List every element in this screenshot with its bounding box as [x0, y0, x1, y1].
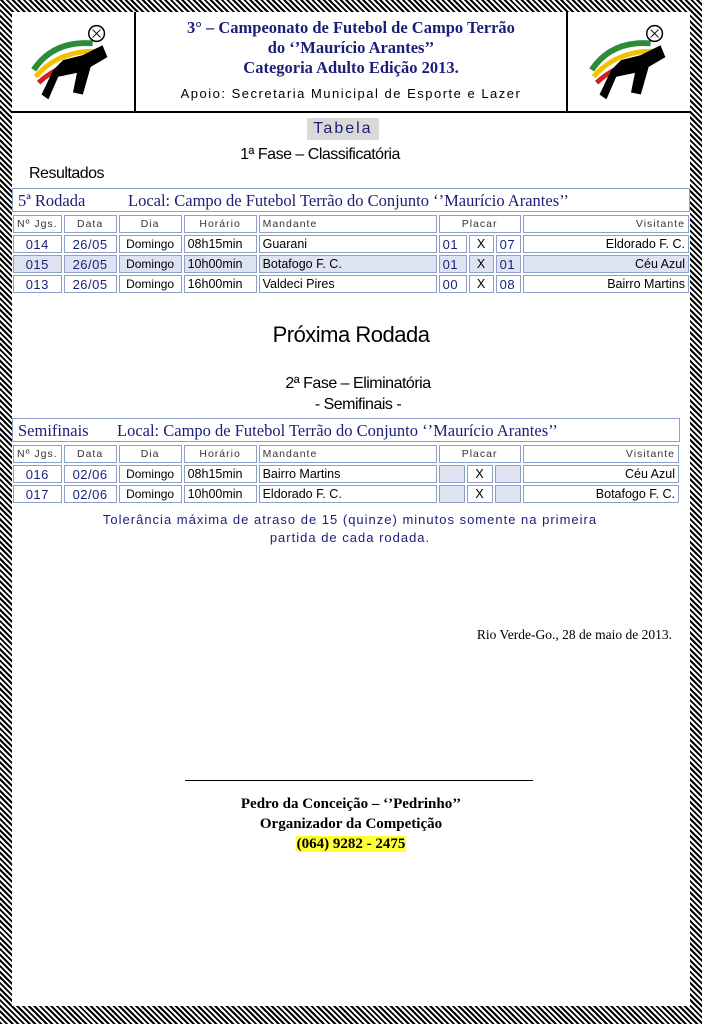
game-time: 08h15min — [184, 235, 257, 253]
game-day: Domingo — [119, 485, 182, 503]
score-separator: X — [469, 255, 494, 273]
game-day: Domingo — [119, 275, 182, 293]
table-row — [13, 255, 689, 273]
game-time: 08h15min — [184, 465, 257, 483]
next-games-header-row — [13, 445, 679, 463]
col-mandante: Mandante — [259, 445, 437, 463]
col-dia: Dia — [119, 445, 182, 463]
away-team: Bairro Martins — [523, 275, 689, 293]
game-date: 02/06 — [64, 485, 117, 503]
away-score — [495, 485, 521, 503]
game-number: 013 — [13, 275, 62, 293]
tolerance-line-1: Tolerância máxima de atraso de 15 (quinze) minutos somente na primeira — [102, 512, 598, 527]
home-team: Guarani — [259, 235, 437, 253]
home-score: 01 — [439, 255, 467, 273]
home-score — [439, 485, 465, 503]
col-data: Data — [64, 445, 117, 463]
semifinals-location: Local: Campo de Futebol Terrão do Conjunto ‘’Maurício Arantes’’ — [117, 421, 558, 440]
signature-phone-wrap — [0, 836, 702, 853]
away-score: 01 — [496, 255, 521, 273]
place-and-date: Rio Verde-Go., 28 de maio de 2013. — [476, 627, 672, 642]
next-round-title: Próxima Rodada — [272, 322, 430, 347]
home-score — [439, 465, 465, 483]
tolerance-line-2: partida de cada rodada. — [269, 530, 431, 545]
col-visitante: Visitante — [523, 215, 689, 233]
game-date: 26/05 — [64, 235, 117, 253]
home-score: 01 — [439, 235, 467, 253]
title-line-2: do ‘’Maurício Arantes’’ — [267, 38, 435, 57]
game-date: 26/05 — [64, 255, 117, 273]
score-separator: X — [467, 485, 493, 503]
soccer-player-logo-icon — [14, 15, 132, 110]
home-team: Eldorado F. C. — [259, 485, 437, 503]
results-table — [11, 213, 691, 295]
col-jogo: Nº Jgs. — [13, 445, 62, 463]
away-team: Botafogo F. C. — [523, 485, 679, 503]
tolerance-note — [30, 511, 670, 547]
round-location: Local: Campo de Futebol Terrão do Conjunto ‘’Maurício Arantes’’ — [128, 191, 569, 210]
table-row — [13, 275, 689, 293]
away-team: Céu Azul — [523, 465, 679, 483]
game-date: 02/06 — [64, 465, 117, 483]
header-right-separator — [566, 12, 568, 112]
signature-name: Pedro da Conceição – ‘’Pedrinho’’ — [240, 796, 462, 812]
away-score: 08 — [496, 275, 521, 293]
game-day: Domingo — [119, 235, 182, 253]
title-line-3: Categoria Adulto Edição 2013. — [243, 58, 459, 77]
col-data: Data — [64, 215, 117, 233]
phase-2-subtitle: - Semifinais - — [314, 396, 402, 413]
away-score: 07 — [496, 235, 521, 253]
col-dia: Dia — [119, 215, 182, 233]
table-row — [13, 235, 689, 253]
results-heading: Resultados — [29, 165, 105, 182]
header-left-separator — [134, 12, 136, 112]
header-divider — [12, 111, 690, 113]
next-games-table — [11, 443, 681, 505]
round-bar — [12, 188, 690, 212]
signature-role: Organizador da Competição — [259, 816, 443, 832]
round-name: 5ª Rodada — [18, 191, 86, 210]
results-header-row — [13, 215, 689, 233]
col-horario: Horário — [184, 445, 257, 463]
score-separator: X — [469, 235, 494, 253]
col-placar: Placar — [439, 445, 521, 463]
organizer-phone: (064) 9282 - 2475 — [296, 836, 406, 852]
semifinals-name: Semifinais — [18, 421, 89, 440]
game-date: 26/05 — [64, 275, 117, 293]
game-time: 10h00min — [184, 255, 257, 273]
soccer-player-logo-icon — [572, 15, 690, 110]
away-team: Céu Azul — [523, 255, 689, 273]
phase-1-title: 1ª Fase – Classificatória — [240, 146, 400, 163]
col-visitante: Visitante — [523, 445, 679, 463]
score-separator: X — [469, 275, 494, 293]
home-team: Bairro Martins — [259, 465, 437, 483]
col-horario: Horário — [184, 215, 257, 233]
title-line-1: 3° – Campeonato de Futebol de Campo Terrão — [187, 18, 515, 37]
home-score: 00 — [439, 275, 467, 293]
col-jogo: Nº Jgs. — [13, 215, 62, 233]
col-placar: Placar — [439, 215, 521, 233]
home-team: Valdeci Pires — [259, 275, 437, 293]
game-number: 015 — [13, 255, 62, 273]
score-separator: X — [467, 465, 493, 483]
game-day: Domingo — [119, 255, 182, 273]
game-number: 016 — [13, 465, 62, 483]
phase-2-title: 2ª Fase – Eliminatória — [285, 375, 431, 392]
semifinals-bar — [12, 418, 680, 442]
signature-line — [185, 780, 533, 781]
table-row — [13, 465, 679, 483]
logo-right — [572, 15, 690, 110]
home-team: Botafogo F. C. — [259, 255, 437, 273]
game-day: Domingo — [119, 465, 182, 483]
away-team: Eldorado F. C. — [523, 235, 689, 253]
championship-title — [137, 18, 565, 78]
col-mandante: Mandante — [259, 215, 437, 233]
game-number: 014 — [13, 235, 62, 253]
table-row — [13, 485, 679, 503]
support-line: Apoio: Secretaria Municipal de Esporte e Lazer — [180, 86, 522, 101]
game-time: 10h00min — [184, 485, 257, 503]
logo-left — [14, 15, 132, 110]
away-score — [495, 465, 521, 483]
game-time: 16h00min — [184, 275, 257, 293]
game-number: 017 — [13, 485, 62, 503]
tabela-label: Tabela — [307, 118, 379, 140]
